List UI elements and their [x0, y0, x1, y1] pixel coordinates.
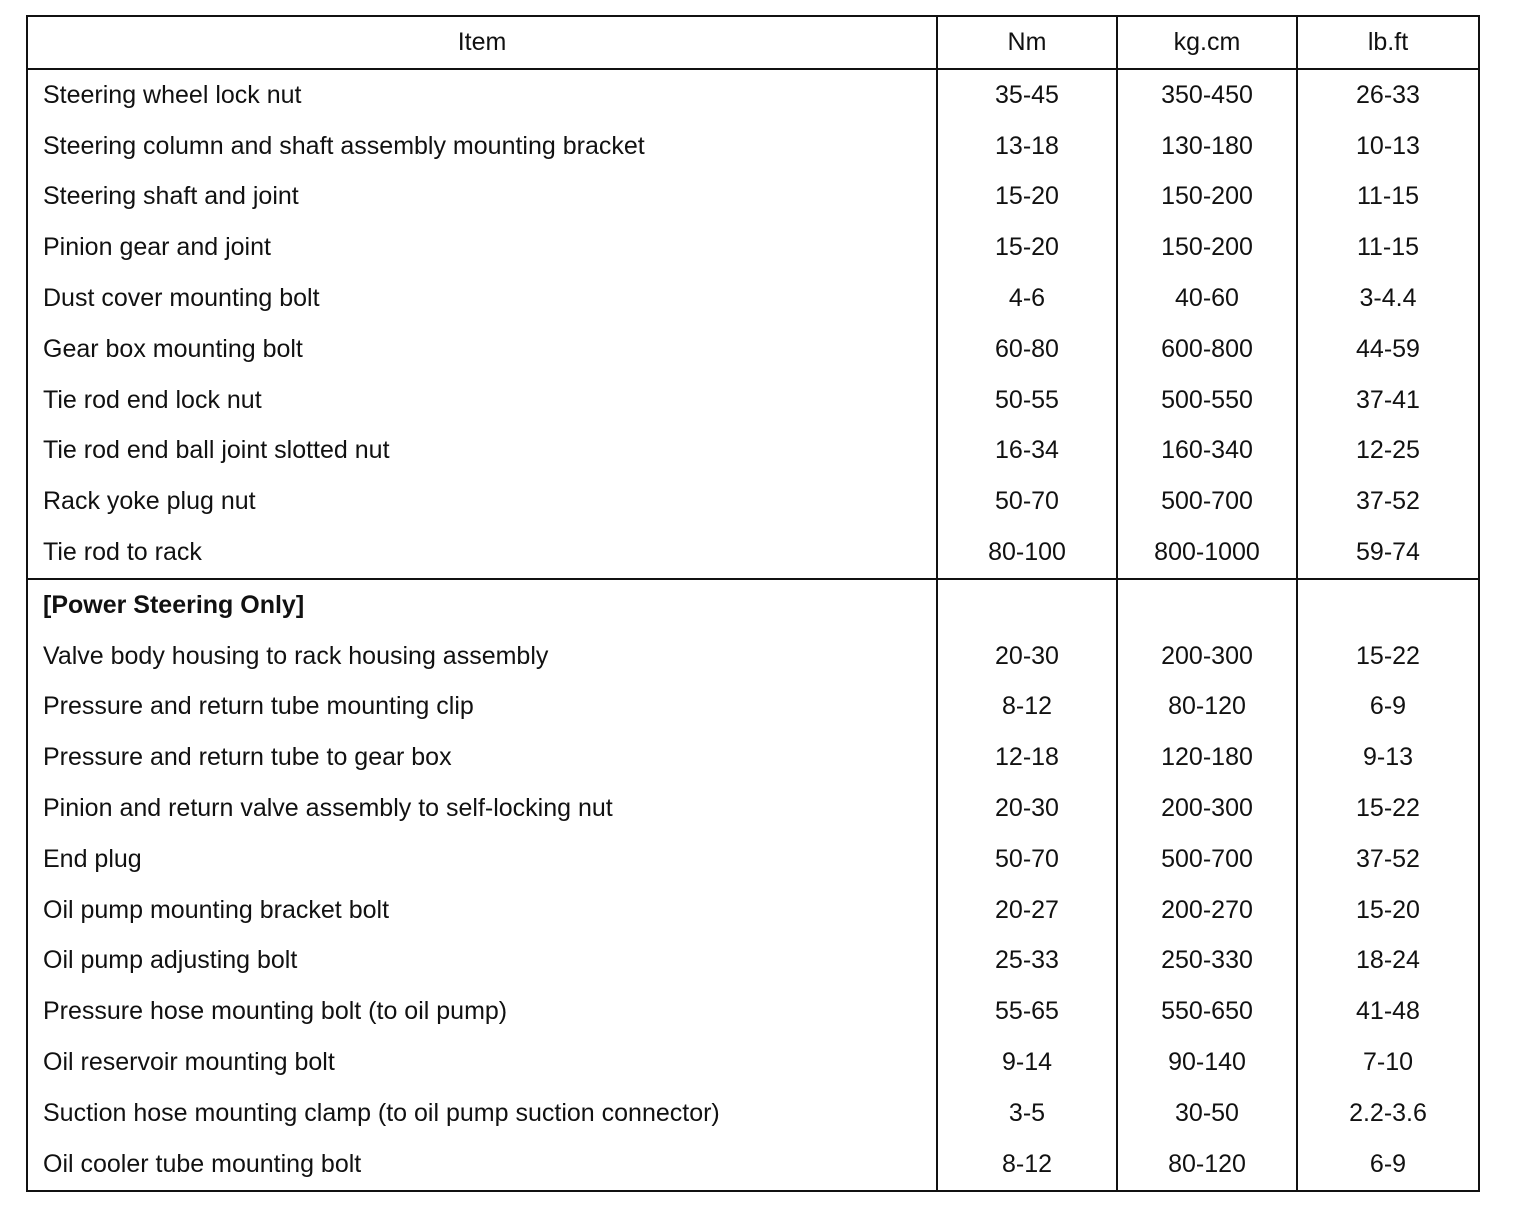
cell-nm: 16-34: [937, 426, 1117, 477]
cell-lbft: 37-52: [1297, 834, 1479, 885]
cell-lbft: 10-13: [1297, 121, 1479, 172]
cell-kgcm: 160-340: [1117, 426, 1297, 477]
cell-nm: 9-14: [937, 1037, 1117, 1088]
cell-lbft: 59-74: [1297, 527, 1479, 579]
table-row: [27, 732, 1479, 783]
table-row: [27, 273, 1479, 324]
cell-kgcm: 500-550: [1117, 375, 1297, 426]
cell-item: Pressure and return tube to gear box: [43, 743, 452, 772]
cell-nm: 15-20: [937, 172, 1117, 223]
cell-item: Tie rod end ball joint slotted nut: [43, 436, 390, 465]
cell-kgcm: 150-200: [1117, 172, 1297, 223]
section-header-row: [27, 579, 1479, 631]
cell-lbft: 15-22: [1297, 783, 1479, 834]
cell-kgcm: 350-450: [1117, 69, 1297, 121]
empty-cell: [1297, 579, 1479, 631]
cell-item: Suction hose mounting clamp (to oil pump suction connector): [43, 1098, 720, 1127]
table-row: [27, 1088, 1479, 1139]
cell-item: Oil pump adjusting bolt: [43, 946, 298, 975]
cell-nm: 50-70: [937, 476, 1117, 527]
cell-item: Oil cooler tube mounting bolt: [43, 1149, 362, 1178]
cell-lbft: 7-10: [1297, 1037, 1479, 1088]
table-row: [27, 936, 1479, 987]
cell-nm: 8-12: [937, 682, 1117, 733]
header-row: [27, 16, 1479, 69]
cell-item: Tie rod end lock nut: [43, 385, 262, 414]
cell-kgcm: 600-800: [1117, 324, 1297, 375]
cell-kgcm: 550-650: [1117, 986, 1297, 1037]
cell-kgcm: 120-180: [1117, 732, 1297, 783]
table-row: [27, 834, 1479, 885]
cell-kgcm: 40-60: [1117, 273, 1297, 324]
table-row: [27, 426, 1479, 477]
table-row: [27, 986, 1479, 1037]
cell-nm: 4-6: [937, 273, 1117, 324]
table-row: [27, 375, 1479, 426]
cell-kgcm: 90-140: [1117, 1037, 1297, 1088]
table-row: [27, 172, 1479, 223]
cell-lbft: 6-9: [1297, 682, 1479, 733]
cell-lbft: 11-15: [1297, 172, 1479, 223]
cell-item: Steering column and shaft assembly mounting bracket: [43, 131, 645, 160]
cell-item: Tie rod to rack: [43, 538, 202, 567]
cell-nm: 8-12: [937, 1139, 1117, 1191]
cell-kgcm: 200-300: [1117, 631, 1297, 682]
cell-lbft: 37-52: [1297, 476, 1479, 527]
table-body: [27, 69, 1479, 1191]
cell-kgcm: 800-1000: [1117, 527, 1297, 579]
torque-spec-table: [26, 15, 1480, 1192]
cell-nm: 50-70: [937, 834, 1117, 885]
cell-lbft: 18-24: [1297, 936, 1479, 987]
table-row: [27, 121, 1479, 172]
table-row: [27, 783, 1479, 834]
cell-nm: 60-80: [937, 324, 1117, 375]
table-row: [27, 69, 1479, 121]
cell-kgcm: 80-120: [1117, 1139, 1297, 1191]
cell-item: Steering wheel lock nut: [43, 80, 302, 109]
table-row: [27, 527, 1479, 579]
cell-nm: 35-45: [937, 69, 1117, 121]
header-nm: Nm: [937, 16, 1117, 69]
cell-kgcm: 500-700: [1117, 834, 1297, 885]
cell-nm: 13-18: [937, 121, 1117, 172]
cell-kgcm: 500-700: [1117, 476, 1297, 527]
cell-nm: 80-100: [937, 527, 1117, 579]
table-row: [27, 1139, 1479, 1191]
table-row: [27, 1037, 1479, 1088]
cell-lbft: 44-59: [1297, 324, 1479, 375]
cell-item: Pinion gear and joint: [43, 233, 271, 262]
cell-item: Pinion and return valve assembly to self-locking nut: [43, 794, 613, 823]
cell-kgcm: 150-200: [1117, 222, 1297, 273]
table-row: [27, 324, 1479, 375]
cell-lbft: 9-13: [1297, 732, 1479, 783]
cell-lbft: 6-9: [1297, 1139, 1479, 1191]
cell-lbft: 15-22: [1297, 631, 1479, 682]
cell-nm: 25-33: [937, 936, 1117, 987]
cell-item: Valve body housing to rack housing assembly: [43, 641, 549, 670]
cell-nm: 50-55: [937, 375, 1117, 426]
cell-nm: 20-30: [937, 783, 1117, 834]
table-row: [27, 222, 1479, 273]
cell-lbft: 2.2-3.6: [1297, 1088, 1479, 1139]
table-row: [27, 476, 1479, 527]
cell-nm: 20-27: [937, 885, 1117, 936]
cell-lbft: 15-20: [1297, 885, 1479, 936]
cell-kgcm: 130-180: [1117, 121, 1297, 172]
cell-nm: 12-18: [937, 732, 1117, 783]
table-row: [27, 885, 1479, 936]
cell-lbft: 11-15: [1297, 222, 1479, 273]
cell-kgcm: 250-330: [1117, 936, 1297, 987]
cell-nm: 55-65: [937, 986, 1117, 1037]
cell-item: Dust cover mounting bolt: [43, 284, 320, 313]
table-row: [27, 682, 1479, 733]
section-title: [Power Steering Only]: [27, 579, 937, 631]
cell-nm: 15-20: [937, 222, 1117, 273]
cell-item: Oil reservoir mounting bolt: [43, 1048, 335, 1077]
table-header: [27, 16, 1479, 69]
header-kgcm: kg.cm: [1117, 16, 1297, 69]
cell-item: Oil pump mounting bracket bolt: [43, 895, 390, 924]
cell-kgcm: 200-300: [1117, 783, 1297, 834]
cell-nm: 3-5: [937, 1088, 1117, 1139]
cell-item: End plug: [43, 844, 142, 873]
cell-lbft: 12-25: [1297, 426, 1479, 477]
header-item: Item: [27, 16, 937, 69]
cell-kgcm: 80-120: [1117, 682, 1297, 733]
header-lbft: lb.ft: [1297, 16, 1479, 69]
cell-lbft: 37-41: [1297, 375, 1479, 426]
cell-item: Gear box mounting bolt: [43, 334, 303, 363]
cell-item: Rack yoke plug nut: [43, 487, 256, 516]
empty-cell: [937, 579, 1117, 631]
cell-item: Pressure hose mounting bolt (to oil pump): [43, 997, 508, 1026]
cell-nm: 20-30: [937, 631, 1117, 682]
cell-lbft: 41-48: [1297, 986, 1479, 1037]
empty-cell: [1117, 579, 1297, 631]
cell-kgcm: 30-50: [1117, 1088, 1297, 1139]
cell-lbft: 26-33: [1297, 69, 1479, 121]
table-row: [27, 631, 1479, 682]
cell-item: Pressure and return tube mounting clip: [43, 692, 474, 721]
cell-lbft: 3-4.4: [1297, 273, 1479, 324]
cell-item: Steering shaft and joint: [43, 182, 299, 211]
cell-kgcm: 200-270: [1117, 885, 1297, 936]
